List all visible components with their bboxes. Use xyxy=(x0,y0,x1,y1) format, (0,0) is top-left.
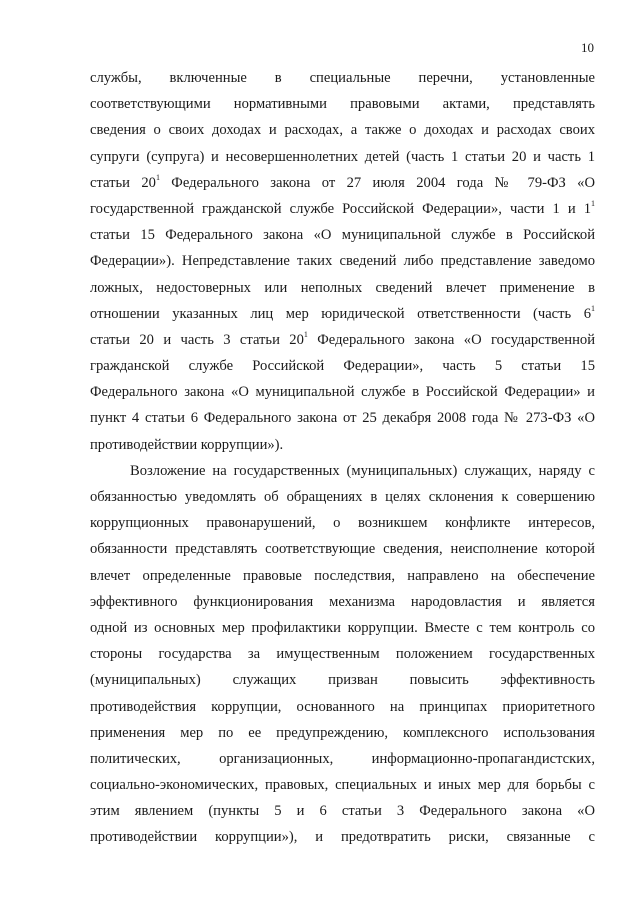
text-line: Федерального закона «О муниципальной службе в Российской Федерации» и xyxy=(90,384,595,401)
text-line: Федерации»). Непредставление таких сведений либо представление заведомо xyxy=(90,253,595,270)
footnote-superscript: 1 xyxy=(155,172,160,182)
text-line: стороны государства за имущественным положением государственных xyxy=(90,646,595,663)
text-line: сведения о своих доходах и расходах, а также о доходах и расходах своих xyxy=(90,122,595,139)
text-line: статьи 15 Федерального закона «О муниципальной службе в Российской xyxy=(90,227,595,244)
text-line: обязанности представлять соответствующие сведения, неисполнение которой xyxy=(90,541,595,558)
text-line: Возложение на государственных (муниципальных) служащих, наряду с xyxy=(130,462,595,479)
text-line: противодействия коррупции, основанного на принципах приоритетного xyxy=(90,698,595,715)
footnote-superscript: 1 xyxy=(303,330,308,340)
text-line: супруги (супруга) и несовершеннолетних детей (часть 1 статьи 20 и часть 1 xyxy=(90,148,595,165)
text-line: (муниципальных) служащих призван повысить эффективность xyxy=(90,672,595,689)
text-segment: государственной гражданской службе Российской Федерации», части 1 и 1 xyxy=(90,200,591,217)
text-line: пункт 4 статьи 6 Федерального закона от 25 декабря 2008 года № 273-ФЗ «О xyxy=(90,410,595,427)
text-line: социально-экономических, правовых, специальных и иных мер для борьбы с xyxy=(90,777,595,794)
text-line: этим явлением (пункты 5 и 6 статьи 3 Федерального закона «О xyxy=(90,803,595,820)
text-line: гражданской службе Российской Федерации», часть 5 статьи 15 xyxy=(90,358,595,375)
text-line xyxy=(90,170,595,196)
text-segment: статьи 20 и часть 3 статьи 20 xyxy=(90,331,304,348)
body-text xyxy=(90,65,595,851)
text-line: влечет определенные правовые последствия, направлено на обеспечение xyxy=(90,567,595,584)
footnote-superscript: 1 xyxy=(591,303,595,313)
text-line: одной из основных мер профилактики коррупции. Вместе с тем контроль со xyxy=(90,619,595,636)
text-line: обязанностью уведомлять об обращениях в целях склонения к совершению xyxy=(90,489,595,505)
footnote-superscript: 1 xyxy=(591,199,595,209)
text-line: противодействии коррупции»), и предотвратить риски, связанные с xyxy=(90,829,595,846)
text-segment: статьи 20 xyxy=(90,174,156,191)
paragraph-2 xyxy=(90,458,595,851)
text-segment: Федерального закона «О государственной xyxy=(307,331,595,348)
text-line: соответствующими нормативными правовыми актами, представлять xyxy=(90,96,595,113)
text-line xyxy=(90,301,595,327)
text-line: противодействии коррупции»). xyxy=(90,436,284,453)
text-line: политических, организационных, информационно-пропагандистских, xyxy=(90,750,595,767)
text-line: коррупционных правонарушений, о возникшем конфликте интересов, xyxy=(90,515,595,532)
text-line xyxy=(90,327,595,353)
text-line: эффективного функционирования механизма народовластия и является xyxy=(90,593,595,610)
text-line: службы, включенные в специальные перечни, установленные xyxy=(90,70,595,86)
text-line xyxy=(90,196,595,222)
text-line: ложных, недостоверных или неполных сведений влечет применение в xyxy=(90,279,595,296)
text-segment: Федерального закона от 27 июля 2004 года № 79-ФЗ «О xyxy=(159,174,595,191)
paragraph-1 xyxy=(90,65,595,458)
text-line: применения мер по ее предупреждению, комплексного использования xyxy=(90,724,595,741)
page-number: 10 xyxy=(581,40,594,55)
text-segment: отношении указанных лиц мер юридической ответственности (часть 6 xyxy=(90,305,591,322)
